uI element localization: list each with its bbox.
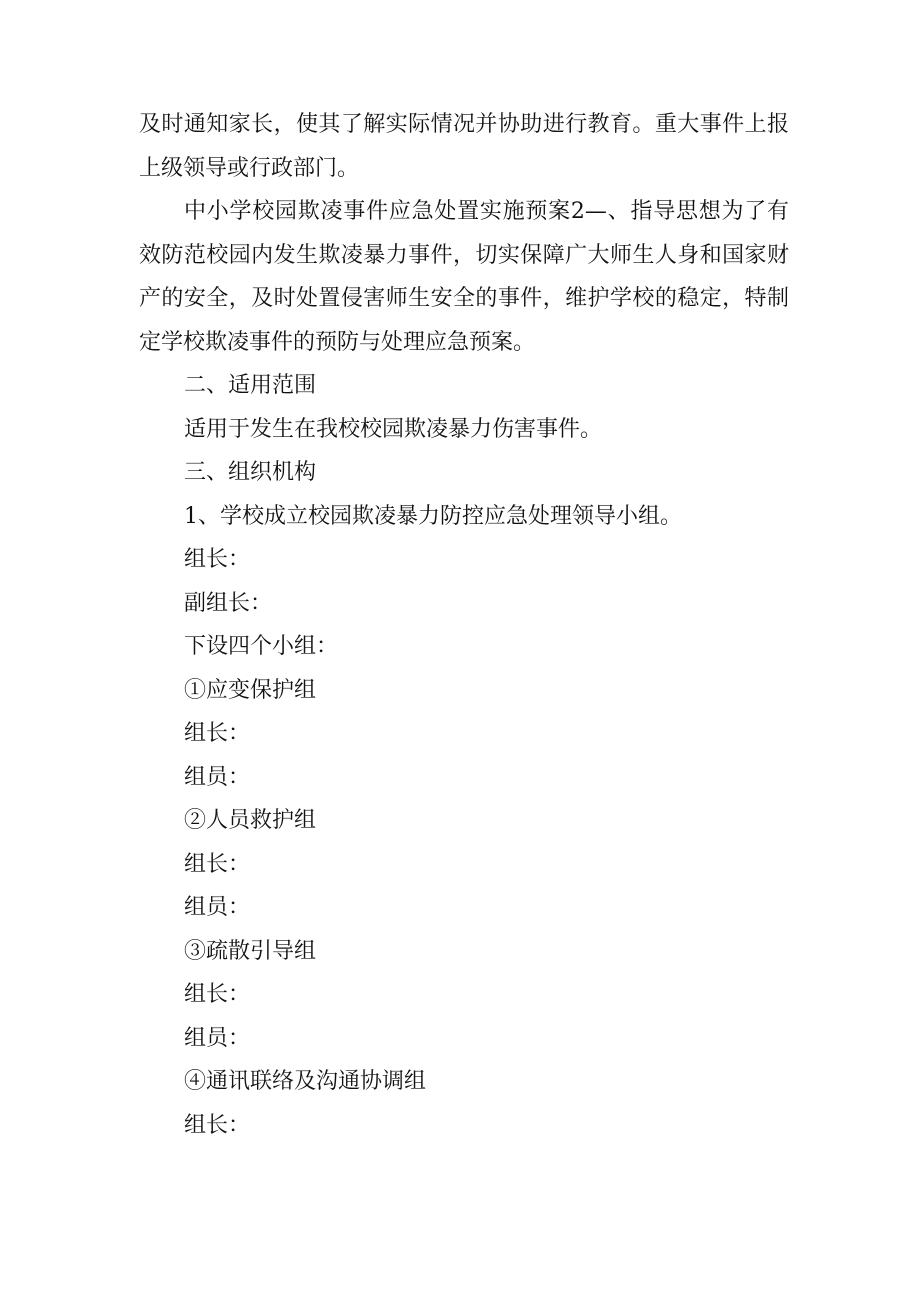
subgroup-communication: ④通讯联络及沟通协调组 xyxy=(184,1069,427,1094)
document-body xyxy=(139,103,789,1147)
paragraph-guiding-ideology: 中小学校园欺凌事件应急处置实施预案2—、指导思想为了有效防范校园内发生欺凌暴力事件，切实保障广大师生人身和国家财产的安全，及时处置侵害师生安全的事件，维护学校的稳定，特制定学校欺凌事件的预防与处理应急预案。 xyxy=(139,199,789,355)
heading-organization: 三、组织机构 xyxy=(184,460,317,485)
line-group-leader: 组长： xyxy=(184,547,251,572)
subgroup-protection: ①应变保护组 xyxy=(184,677,317,703)
line-protection-members: 组员： xyxy=(184,764,251,790)
line-rescue-leader: 组长： xyxy=(184,851,251,877)
paragraph-leading-group: 1、学校成立校园欺凌暴力防控应急处理领导小组。 xyxy=(184,503,682,529)
line-evacuation-leader: 组长： xyxy=(184,982,251,1007)
line-deputy-leader: 副组长： xyxy=(184,590,273,616)
line-protection-leader: 组长： xyxy=(184,721,251,746)
line-evacuation-members: 组员： xyxy=(184,1025,251,1051)
paragraph-scope: 适用于发生在我校校园欺凌暴力伤害事件。 xyxy=(184,416,603,442)
heading-scope: 二、适用范围 xyxy=(184,373,317,398)
line-communication-leader: 组长： xyxy=(184,1112,251,1138)
paragraph-notify-parents: 及时通知家长，使其了解实际情况并协助进行教育。重大事件上报上级领导或行政部门。 xyxy=(139,112,789,181)
subgroup-evacuation: ③疏散引导组 xyxy=(184,938,317,964)
line-four-subgroups: 下设四个小组： xyxy=(184,634,339,659)
line-rescue-members: 组员： xyxy=(184,895,251,920)
subgroup-rescue: ②人员救护组 xyxy=(184,808,317,833)
